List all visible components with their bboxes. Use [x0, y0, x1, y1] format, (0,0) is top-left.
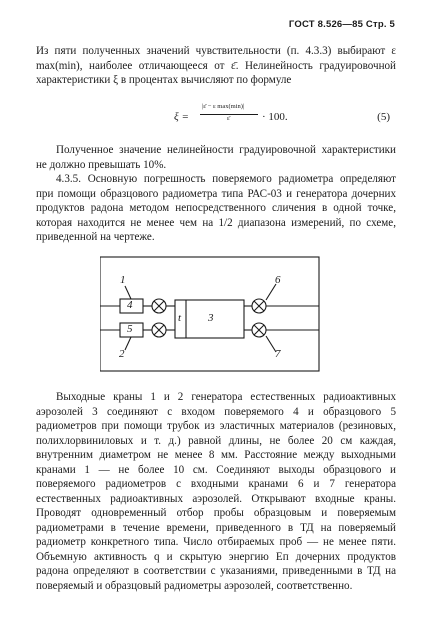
paragraph-2: Полученное значение нелинейности градуировочной характеристики не должно превышать 10%.	[36, 144, 396, 171]
page-header: ГОСТ 8.526—85 Стр. 5	[288, 19, 395, 30]
paragraph-1: Из пяти полученных значений чувствительности (п. 4.3.3) выбирают ε max(min), наиболее отличающееся от ε̄. Нелинейность градуировочной характеристики ξ в процентах вычисляют по формуле	[36, 45, 396, 86]
label-t: t	[178, 312, 182, 324]
formula-lhs: ξ =	[174, 111, 189, 123]
label-2: 2	[119, 348, 125, 360]
formula-rhs: · 100.	[262, 111, 288, 123]
paragraph-3: 4.3.5. Основную погрешность поверяемого радиометра определяют при помощи образцового радиометра типа РАС-03 и генератора дочерних продуктов радона методом непосредственного сличения в одной точке, которая находится не менее чем на 1/2 диапазона измерений, по схеме, приведенной на чертеже.	[36, 173, 396, 243]
schematic-diagram	[100, 254, 320, 374]
label-6: 6	[275, 274, 281, 286]
formula-numerator: |ε̄ − ε max(min)|	[202, 103, 245, 110]
paragraph-4: Выходные краны 1 и 2 генератора естественных радиоактивных аэрозолей 3 соединяют с входом поверяемого 4 и образцового 5 радиометров при помощи трубок из эластичных материалов (резиновых, полихлорвиниловых и т. д.) равной длины, не более 20 см каждая, внутренним диаметром не менее 8 мм. Расстояние между выходными кранами 1 — не более 10 см. Соединяют выходы образцового и поверяемого радиометров с входными кранами 6 и 7 генератора естественных радиоактивных аэрозолей. Открывают входные краны. Проводят одновременный отбор пробы образцовым и поверяемым радиометрами в течение времени, приведенного в ТД на поверяемый радиометр конкретного типа. Число отбираемых проб — не менее пяти. Объемную активность q и скрытую энергию Eп дочерних продуктов радона определяют в соответствии с указаниями, приведенными в ТД на поверяемый и образцовый радиометры аэрозолей, соответственно.	[36, 391, 396, 592]
formula-denominator: ε̄	[227, 115, 230, 122]
formula-5	[130, 103, 390, 129]
label-7: 7	[275, 348, 281, 360]
label-5: 5	[127, 323, 133, 335]
formula-number: (5)	[377, 111, 390, 123]
label-4: 4	[127, 299, 133, 311]
label-3: 3	[208, 312, 214, 324]
label-1: 1	[120, 274, 126, 286]
